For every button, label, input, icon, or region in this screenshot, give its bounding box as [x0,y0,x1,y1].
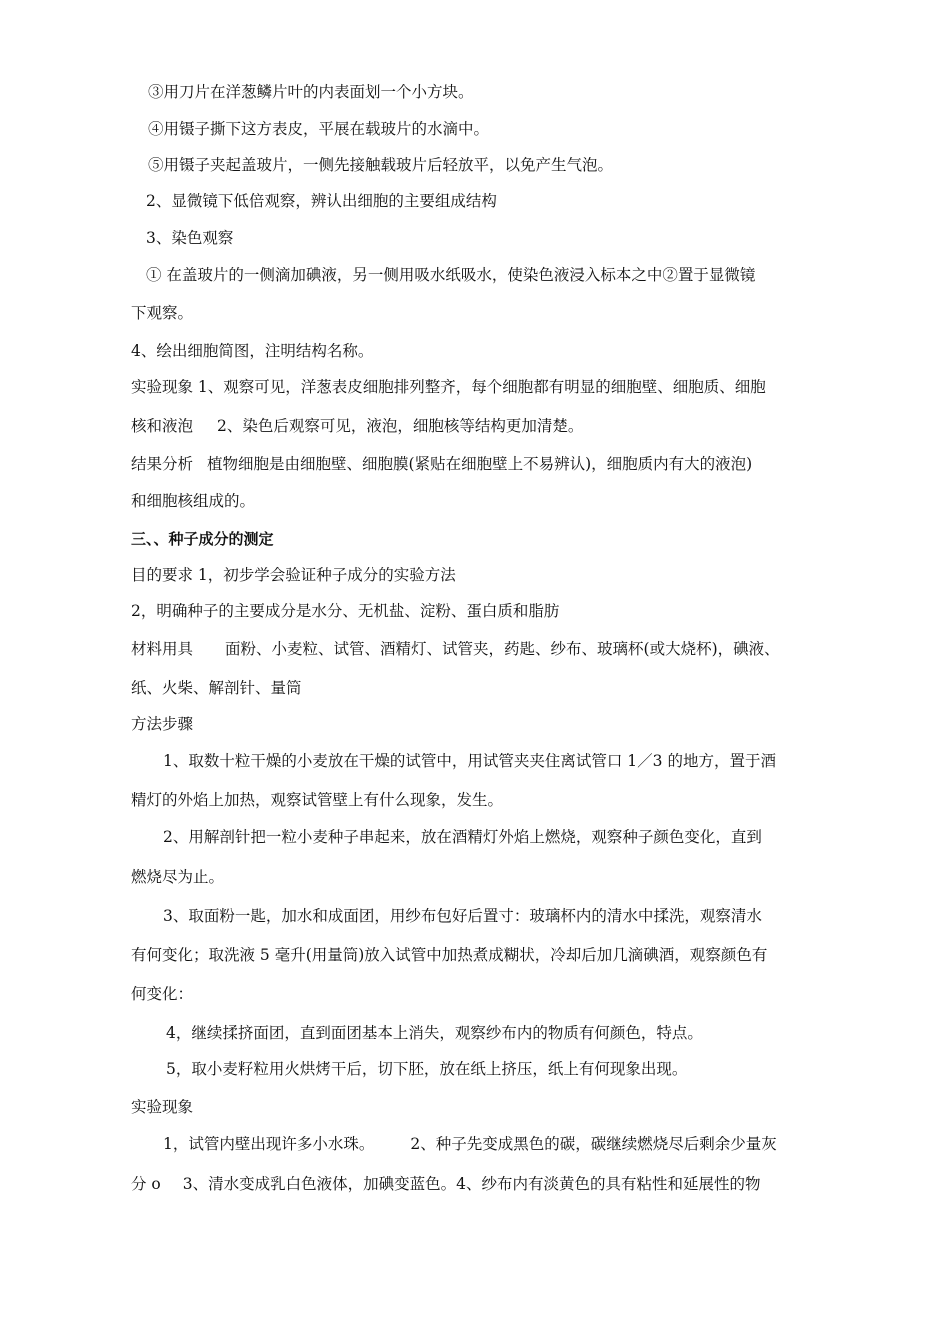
text-line: 实验现象 [131,1098,194,1116]
text-line [131,415,583,437]
text-segment: 3、清水变成乳白色液体，加碘变蓝色。4、纱布内有淡黄色的具有粘性和延展性的物 [182,1175,761,1193]
text-line: 5，取小麦籽粒用火烘烤干后，切下胚，放在纸上挤压，纸上有何现象出现。 [166,1060,688,1078]
text-line [131,638,780,660]
text-segment: 结果分析 [131,455,194,473]
text-line: 何变化： [131,985,194,1003]
text-line: 纸、火柴、解剖针、量筒 [131,679,302,697]
text-line: 4、绘出细胞简图，注明结构名称。 [131,342,374,360]
text-line: ① 在盖玻片的一侧滴加碘液，另一侧用吸水纸吸水，使染色液浸入标本之中②置于显微镜 [146,266,756,284]
text-line: 1、取数十粒干燥的小麦放在干燥的试管中，用试管夹夹住离试管口 1／3 的地方，置于酒 [163,752,776,770]
text-segment: 1，试管内壁出现许多小水珠。 [163,1135,375,1153]
text-line: 实验现象 1、观察可见，洋葱表皮细胞排列整齐，每个细胞都有明显的细胞壁、细胞质、细胞 [131,378,766,396]
text-segment: 核和液泡 [131,417,194,435]
text-line [163,1133,777,1155]
text-line: 方法步骤 [131,715,194,733]
text-segment: 2、染色后观察可见，液泡，细胞核等结构更加清楚。 [217,417,584,435]
text-segment: 分 o [131,1175,161,1193]
text-line: 目的要求 1，初步学会验证种子成分的实验方法 [131,566,456,584]
text-line [131,1173,761,1195]
text-line: ⑤用镊子夹起盖玻片，一侧先接触载玻片后轻放平，以免产生气泡。 [148,156,614,174]
text-line: 有何变化；取洗液 5 毫升(用量筒)放入试管中加热煮成糊状，冷却后加几滴碘酒，观察颜色有 [131,946,768,964]
text-line: ④用镊子撕下这方表皮，平展在载玻片的水滴中。 [148,120,490,138]
text-line: 下观察。 [131,304,194,322]
text-line [131,453,752,475]
text-segment: 面粉、小麦粒、试管、酒精灯、试管夹，药匙、纱布、玻璃杯(或大烧杯)，碘液、 [225,640,780,658]
text-line: 燃烧尽为止。 [131,868,225,886]
text-line: ③用刀片在洋葱鳞片叶的内表面划一个小方块。 [148,83,474,101]
text-segment: 2、种子先变成黑色的碳，碳继续燃烧尽后剩余少量灰 [410,1135,777,1153]
text-line: 2，明确种子的主要成分是水分、无机盐、淀粉、蛋白质和脂肪 [131,602,560,620]
text-line: 2、显微镜下低倍观察，辨认出细胞的主要组成结构 [146,192,497,210]
text-line: 和细胞核组成的。 [131,492,256,510]
text-line: 3、取面粉一匙，加水和成面团，用纱布包好后置寸：玻璃杯内的清水中揉洗，观察清水 [163,907,762,925]
text-line: 精灯的外焰上加热，观察试管壁上有什么现象，发生。 [131,791,504,809]
text-segment: 植物细胞是由细胞壁、细胞膜(紧贴在细胞壁上不易辨认)，细胞质内有大的液泡) [207,455,753,473]
text-segment: 材料用具 [131,640,194,658]
section-heading: 三、、种子成分的测定 [131,530,274,548]
text-line: 2、用解剖针把一粒小麦种子串起来，放在酒精灯外焰上燃烧，观察种子颜色变化，直到 [163,828,762,846]
text-line: 3、染色观察 [146,229,234,247]
text-line: 4，继续揉挤面团，直到面团基本上消失，观察纱布内的物质有何颜色，特点。 [166,1024,703,1042]
